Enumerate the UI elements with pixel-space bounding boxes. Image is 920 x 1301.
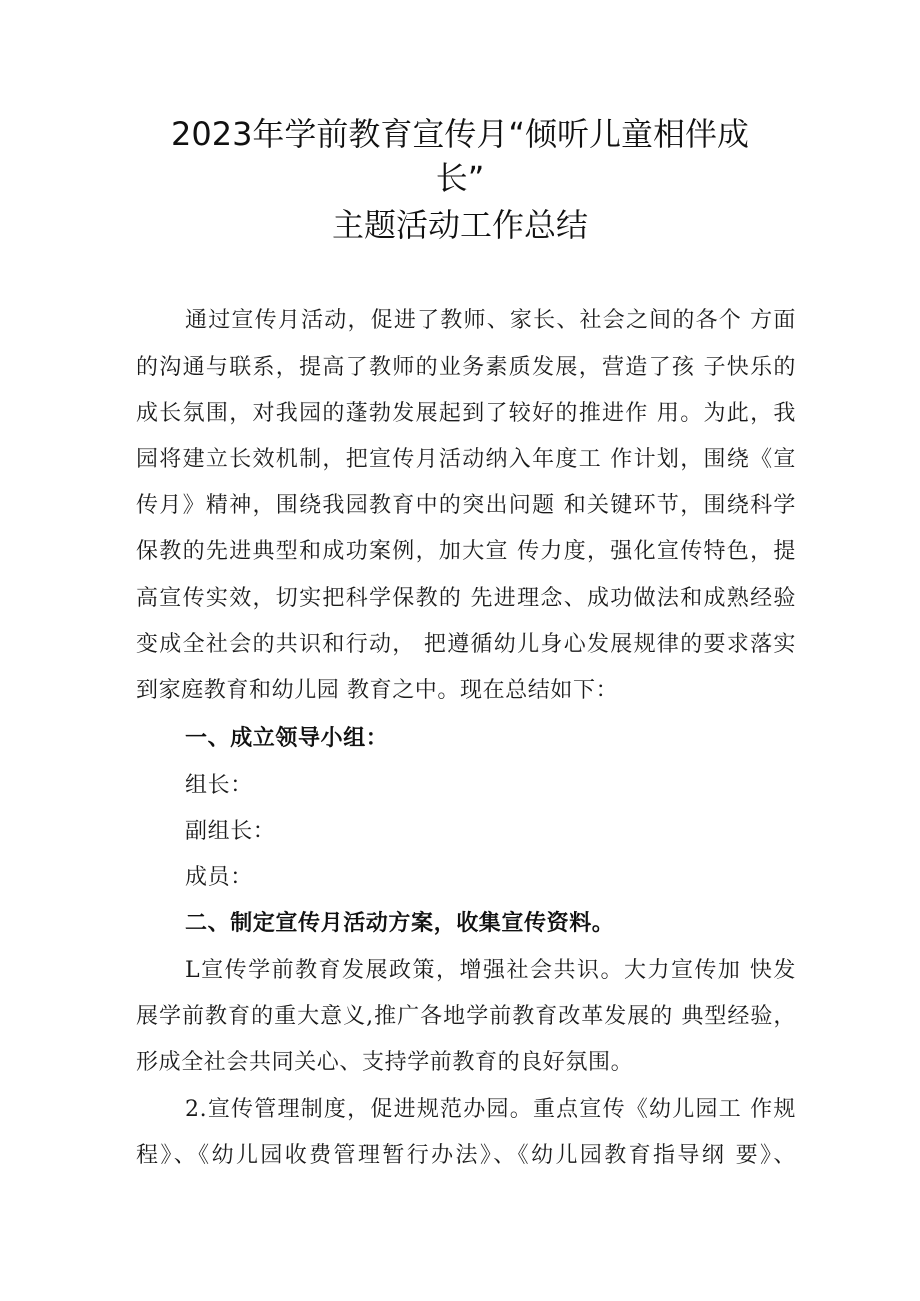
- intro-paragraph-line: 高宣传实效，切实把科学保教的 先进理念、成功做法和成熟经验: [136, 586, 796, 611]
- item-1-paragraph-line: L宣传学前教育发展政策，增强社会共识。大力宣传加 快发: [185, 958, 796, 983]
- section-1-heading: 一、成立领导小组：: [185, 726, 389, 751]
- section-2-heading: 二、制定宣传月活动方案，收集宣传资料。: [185, 911, 615, 936]
- intro-paragraph-line: 保教的先进典型和成功案例，加大宣 传力度，强化宣传特色，提: [136, 539, 796, 564]
- item-1-paragraph-line: 形成全社会共同关心、支持学前教育的良好氛围。: [136, 1050, 634, 1075]
- intro-paragraph-line: 成长氛围，对我园的蓬勃发展起到了较好的推进作 用。为此，我: [136, 401, 796, 426]
- intro-paragraph-line: 传月》精神，围绕我园教育中的突出问题 和关键环节，围绕科学: [136, 493, 796, 518]
- item-2-paragraph-line: 2.宣传管理制度，促进规范办园。重点宣传《幼儿园工 作规: [185, 1097, 796, 1122]
- document-title-line-2: 长”: [435, 159, 485, 197]
- intro-paragraph-line: 的沟通与联系，提高了教师的业务素质发展，营造了孩 子快乐的: [136, 355, 796, 380]
- leader-label: 组长：: [185, 773, 253, 798]
- item-2-paragraph-line: 程》、《幼儿园收费管理暂行办法》、《幼儿园教育指导纲 要》、: [136, 1143, 796, 1168]
- intro-paragraph-line: 园将建立长效机制，把宣传月活动纳入年度工 作计划，围绕《宣: [136, 447, 796, 472]
- intro-paragraph-line: 到家庭教育和幼儿园 教育之中。现在总结如下：: [136, 678, 619, 703]
- item-1-paragraph-line: 展学前教育的重大意义,推广各地学前教育改革发展的 典型经验，: [136, 1004, 796, 1029]
- members-label: 成员：: [185, 865, 253, 890]
- document-title-line-1: 2023年学前教育宣传月“倾听儿童相伴成: [170, 115, 750, 153]
- intro-paragraph-line: 变成全社会的共识和行动， 把遵循幼儿身心发展规律的要求落实: [136, 632, 796, 657]
- intro-paragraph-line: 通过宣传月活动，促进了教师、家长、社会之间的各个 方面: [185, 308, 796, 333]
- deputy-leader-label: 副组长：: [185, 819, 276, 844]
- document-title-line-3: 主题活动工作总结: [331, 206, 588, 244]
